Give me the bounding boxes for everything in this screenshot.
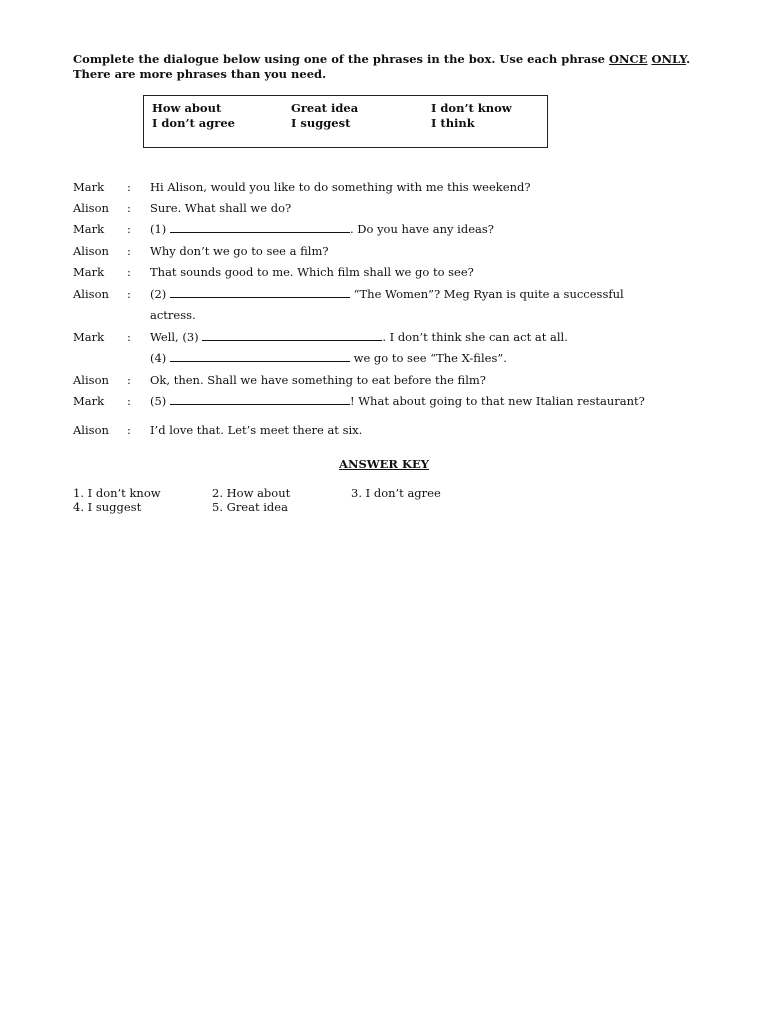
blank-number: (5) xyxy=(150,394,170,408)
speaker: Alison xyxy=(73,423,109,437)
instructions-text: Complete the dialogue below using one of the phrases in the box. Use each phrase xyxy=(73,52,609,66)
line-continuation: . Do you have any ideas? xyxy=(349,222,494,236)
line-continuation: . I don’t think she can act at all. xyxy=(382,330,568,344)
instructions-emphasis-only: ONLY xyxy=(651,52,687,66)
speaker: Alison xyxy=(73,287,109,301)
speaker: Mark xyxy=(73,222,105,236)
dialogue-line: Ok, then. Shall we have something to eat before the film? xyxy=(150,373,486,387)
dialogue-line: actress. xyxy=(150,308,196,322)
colon: : xyxy=(127,423,131,437)
dialogue-line: Why don’t we go to see a film? xyxy=(150,244,329,258)
answer-key-item: 5. Great idea xyxy=(212,500,288,514)
answer-blank-1 xyxy=(170,222,350,233)
dialogue-line: I’d love that. Let’s meet there at six. xyxy=(150,423,363,437)
answer-key-item: 1. I don’t know xyxy=(73,486,161,500)
phrase: I suggest xyxy=(291,116,351,130)
speaker: Mark xyxy=(73,394,105,408)
speaker: Alison xyxy=(73,244,109,258)
dialogue-line xyxy=(150,394,645,408)
dialogue-line xyxy=(150,287,624,301)
blank-number: Well, (3) xyxy=(150,330,203,344)
phrase: I think xyxy=(431,116,475,130)
colon: : xyxy=(127,180,131,194)
dialogue-line: That sounds good to me. Which film shall we go to see? xyxy=(150,265,474,279)
colon: : xyxy=(127,201,131,215)
dialogue-line xyxy=(150,222,494,236)
blank-number: (4) xyxy=(150,351,170,365)
answer-blank-5 xyxy=(170,394,350,405)
colon: : xyxy=(127,244,131,258)
colon: : xyxy=(127,330,131,344)
line-continuation: we go to see “The X-files”. xyxy=(349,351,507,365)
speaker: Mark xyxy=(73,180,105,194)
colon: : xyxy=(127,373,131,387)
line-continuation: ! What about going to that new Italian restaurant? xyxy=(349,394,645,408)
instructions-text-end: . There are more phrases than you need. xyxy=(73,52,691,81)
phrase: Great idea xyxy=(291,101,359,115)
speaker: Mark xyxy=(73,265,105,279)
colon: : xyxy=(127,394,131,408)
answer-key-item: 3. I don’t agree xyxy=(351,486,441,500)
speaker: Mark xyxy=(73,330,105,344)
phrase: How about xyxy=(152,101,222,115)
dialogue-line: Hi Alison, would you like to do something with me this weekend? xyxy=(150,180,531,194)
dialogue-line: Sure. What shall we do? xyxy=(150,201,292,215)
phrase: I don’t agree xyxy=(152,116,235,130)
colon: : xyxy=(127,287,131,301)
speaker: Alison xyxy=(73,201,109,215)
phrase: I don’t know xyxy=(431,101,512,115)
answer-key-item: 4. I suggest xyxy=(73,500,142,514)
blank-number: (1) xyxy=(150,222,170,236)
answer-blank-3 xyxy=(202,330,382,341)
colon: : xyxy=(127,265,131,279)
answer-key-item: 2. How about xyxy=(212,486,291,500)
line-continuation: “The Women”? Meg Ryan is quite a successful xyxy=(349,287,624,301)
answer-blank-2 xyxy=(170,287,350,298)
instructions-emphasis-once: ONCE xyxy=(609,52,648,66)
answer-key-title: ANSWER KEY xyxy=(339,457,429,471)
colon: : xyxy=(127,222,131,236)
answer-blank-4 xyxy=(170,351,350,362)
instructions xyxy=(73,52,693,82)
dialogue-line xyxy=(150,351,507,365)
dialogue-line xyxy=(150,330,568,344)
speaker: Alison xyxy=(73,373,109,387)
blank-number: (2) xyxy=(150,287,170,301)
